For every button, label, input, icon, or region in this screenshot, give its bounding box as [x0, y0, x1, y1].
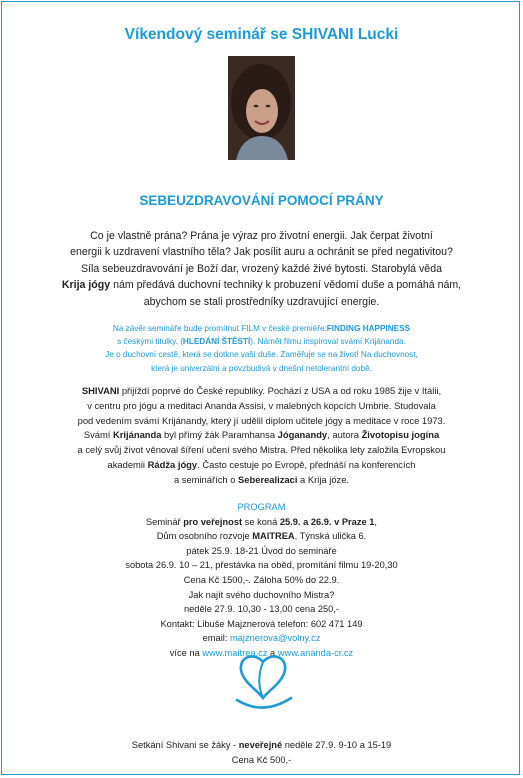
bold-term: 25.9. a 26.9. v Praze 1	[279, 516, 375, 527]
bold-term: neveřejné	[238, 740, 283, 750]
program-text: se koná	[242, 516, 280, 527]
page-title: Víkendový seminář se SHIVANI Lucki	[124, 26, 399, 43]
film-announcement	[40, 322, 483, 375]
program-line: Kontakt: Libuše Majznerová telefon: 602 471 149	[160, 618, 363, 629]
bold-term: Rádža jógy	[147, 458, 198, 470]
bio-line: pod vedením svámí Krijánandy, který jí udělil diplom učitele jógy a meditace v roce 1973.	[77, 414, 446, 426]
intro-line: Síla sebeuzdravování je Boží dar, vrozený každé živé bytosti. Starobylá věda	[81, 262, 442, 275]
bio-line: a celý svůj život věnoval šíření učení svého Mistra. Před několika lety založila Evropskou	[77, 444, 446, 456]
film-line	[40, 322, 483, 335]
email-link[interactable]: majznerova@volny.cz	[230, 633, 321, 644]
program-line: Jak najít svého duchovního Mistra?	[188, 589, 335, 600]
bold-term: MAITREA	[252, 531, 295, 542]
film-text: Na závěr semináře bude promítnut FILM v české premiéře:	[112, 324, 327, 333]
program-line	[40, 631, 483, 646]
bio-text: . Často cestuje po Evropě, přednáší na konferencích	[197, 458, 416, 470]
bio-line	[30, 458, 493, 473]
intro-line: energii k uzdravení vlastního těla? Jak posílit auru a ochránit se před negativitou?	[70, 246, 453, 259]
intro-line	[40, 277, 483, 293]
intro-text: nám předává duchovní techniky k probuzení vědomí duše a pomáhá nám,	[110, 279, 462, 292]
program-section	[40, 500, 483, 661]
bio-text: Svámí	[83, 429, 113, 441]
section-heading: SEBEUZDRAVOVÁNÍ POMOCÍ PRÁNY	[139, 193, 384, 208]
bio-text: a seminářích o	[173, 473, 239, 485]
program-text: a	[267, 647, 278, 658]
film-line	[40, 335, 483, 348]
film-title-czech: HLEDÁNÍ ŠTĚSTÍ	[182, 337, 251, 347]
program-text: Seminář	[145, 516, 184, 527]
bio-text: akademii	[107, 458, 148, 470]
program-heading: PROGRAM	[237, 502, 286, 512]
maitrea-link[interactable]: www.maitrea.cz	[202, 647, 268, 658]
program-line	[40, 529, 483, 544]
bold-term: Krijánanda	[113, 429, 162, 441]
program-text: ,	[374, 516, 378, 527]
bio-text: a Krija józe.	[297, 473, 350, 485]
program-line	[40, 515, 483, 530]
footer-text: neděle 27.9. 9-10 a 15-19	[282, 740, 392, 750]
film-text: s českými titulky. (	[117, 337, 183, 347]
bio-line	[30, 428, 493, 443]
film-title: FINDING HAPPINESS	[326, 324, 411, 333]
footer-line: Cena Kč 500,-	[231, 754, 292, 765]
bold-term: Životopisu jogína	[361, 429, 440, 441]
bold-term: Seberealizaci	[238, 473, 298, 485]
intro-line: Co je vlastně prána? Prána je výraz pro životní energii. Jak čerpat životní	[90, 230, 433, 242]
film-line: která je univerzální a povzbudivá v dnešní netolerantní době.	[151, 363, 372, 373]
portrait-photo	[228, 56, 295, 160]
footer	[30, 738, 493, 767]
bold-term: Krija jógy	[61, 279, 111, 292]
program-text: email:	[202, 633, 230, 644]
bold-term: pro veřejnost	[183, 516, 243, 527]
bio-line	[30, 473, 493, 488]
program-line: neděle 27.9. 10,30 - 13,00 cena 250,-	[183, 604, 340, 615]
biography-paragraph	[30, 384, 493, 488]
ananda-link[interactable]: www.ananda-cr.cz	[277, 647, 354, 658]
film-text: ). Námět filmu inspiroval svámí Krijánanda.	[250, 337, 406, 347]
program-text: , Týnská ulička 6.	[294, 531, 367, 542]
program-text: Dům osobního rozvoje	[156, 531, 253, 542]
bio-line: v centru pro jógu a meditaci Ananda Assisi, v malebných kopcích Umbrie. Studovala	[87, 399, 436, 411]
program-text: více na	[169, 647, 203, 658]
bold-term: SHIVANI	[81, 385, 120, 396]
film-line: Je o duchovní cestě, která se dotkne vaší duše. Zaměřuje se na život! Na duchovnost,	[105, 350, 418, 360]
intro-paragraph	[40, 228, 483, 310]
program-line: sobota 26.9. 10 – 21, přestávka na oběd, promítání filmu 19-20,30	[125, 560, 398, 571]
program-line: pátek 25.9. 18-21 Úvod do semináře	[186, 545, 337, 556]
bio-text: byl přímý žák Paramhansa	[161, 429, 278, 441]
bio-text: , autora	[327, 429, 362, 441]
footer-text: Setkání Shivani se žáky -	[131, 740, 239, 750]
footer-line	[30, 738, 493, 753]
bold-term: Jóganandy	[277, 429, 328, 441]
bio-text: přijíždí poprvé do České republiky. Pochází z USA a od roku 1985 žije v Itálii,	[119, 385, 442, 396]
intro-line: abychom se stali prostředníky uzdravující energie.	[143, 295, 380, 308]
program-line: Cena Kč 1500,-. Záloha 50% do 22.9.	[183, 574, 340, 585]
bio-line	[30, 384, 493, 399]
